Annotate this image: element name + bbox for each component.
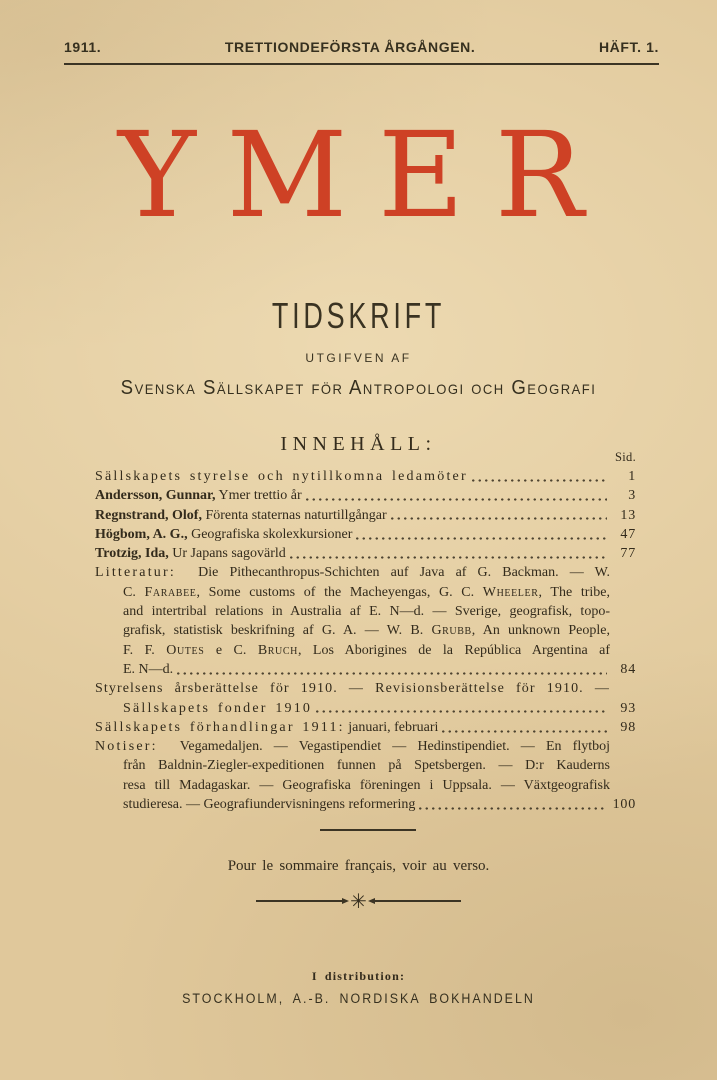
divider-line-left <box>256 900 342 902</box>
toc-page-column-label: Sid. <box>615 450 636 464</box>
toc-page-number: 84 <box>620 661 636 677</box>
toc-line: Sällskapets styrelse och nytillkomna ledamöter 1 <box>95 467 636 486</box>
toc-entries <box>95 467 636 814</box>
toc-line: Högbom, A. G., Geografiska skolexkursioner 47 <box>95 525 636 544</box>
toc-page-number: 100 <box>612 797 636 813</box>
dot-leader <box>389 506 607 525</box>
toc-line: studieresa. — Geografiundervisningens reformering 100 <box>95 795 636 814</box>
table-of-contents <box>95 450 636 814</box>
journal-subtitle: TIDSKRIFT <box>271 295 446 336</box>
arrow-right-icon <box>342 898 349 904</box>
toc-line: Sällskapets fonder 1910 93 <box>95 699 636 718</box>
toc-page-number: 93 <box>620 700 636 716</box>
distribution-label: I distribution: <box>311 969 406 983</box>
toc-line: Regnstrand, Olof, Förenta staternas naturtillgångar 13 <box>95 506 636 525</box>
toc-line: Trotzig, Ida, Ur Japans sagovärld 77 <box>95 544 636 563</box>
toc-page-number: 77 <box>620 546 636 562</box>
publisher-name: STOCKHOLM, A.-B. NORDISKA BOKHANDELN <box>182 991 535 1006</box>
toc-line: C. Farabee, Some customs of the Macheyengas, G. C. Wheeler, The tribe, <box>123 584 610 600</box>
star-divider <box>256 891 461 911</box>
header-year: 1911. <box>64 39 102 55</box>
toc-line: från Baldnin-Ziegler-expeditionen funnen på Spetsbergen. — D:r Kauderns <box>123 758 610 774</box>
published-by-label: UTGIFVEN AF <box>305 351 412 365</box>
masthead-header <box>64 39 659 65</box>
toc-page-number: 3 <box>628 488 636 504</box>
toc-line: Notiser: Vegamedaljen. — Vegastipendiet — Hedinstipendiet. — En flytboj <box>95 739 610 755</box>
header-volume: TRETTIONDEFÖRSTA ÅRGÅNGEN. <box>224 39 476 55</box>
dot-leader <box>470 467 607 486</box>
toc-end-rule <box>320 829 416 831</box>
header-issue: HÄFT. 1. <box>598 39 659 55</box>
toc-line: resa till Madagaskar. — Geografiska föreningen i Uppsala. — Växtgeografisk <box>123 777 610 793</box>
toc-line: Litteratur: Die Pithecanthropus-Schichten auf Java af G. Backman. — W. <box>95 565 610 581</box>
toc-line: and intertribal relations in Australia af E. N—d. — Sverige, geografisk, topo- <box>123 604 610 620</box>
toc-line: Sällskapets förhandlingar 1911: januari, februari 98 <box>95 718 636 737</box>
french-summary-note: Pour le sommaire français, voir au verso. <box>227 858 490 874</box>
divider-line-right <box>375 900 461 902</box>
toc-page-number: 98 <box>620 719 636 735</box>
dot-leader <box>354 525 607 544</box>
star-ornament-icon: ✳ <box>350 889 367 913</box>
toc-page-number: 47 <box>620 526 636 542</box>
toc-page-number: 13 <box>620 507 636 523</box>
toc-line: Andersson, Gunnar, Ymer trettio år 3 <box>95 486 636 505</box>
dot-leader <box>288 544 607 563</box>
toc-line: grafisk, statistisk beskrifning af G. A. — W. B. Grubb, An unknown People, <box>123 623 610 639</box>
toc-page-number: 1 <box>628 469 636 484</box>
dot-leader <box>175 660 607 679</box>
toc-line: Styrelsens årsberättelse för 1910. — Revisionsberättelse för 1910. — <box>95 681 610 697</box>
toc-heading: INNEHÅLL: <box>280 433 437 455</box>
toc-line: F. F. Outes e C. Bruch, Los Aborigines de la República Argentina af <box>123 642 610 658</box>
dot-leader <box>440 718 607 737</box>
dot-leader <box>304 486 607 505</box>
dot-leader <box>314 699 607 718</box>
arrow-left-icon <box>368 898 375 904</box>
journal-title: YMER <box>117 106 615 244</box>
toc-line: E. N—d. 84 <box>95 660 636 679</box>
society-name: Svenska Sällskapet för Antropologi och Geografi <box>120 377 597 399</box>
dot-leader <box>417 795 607 814</box>
